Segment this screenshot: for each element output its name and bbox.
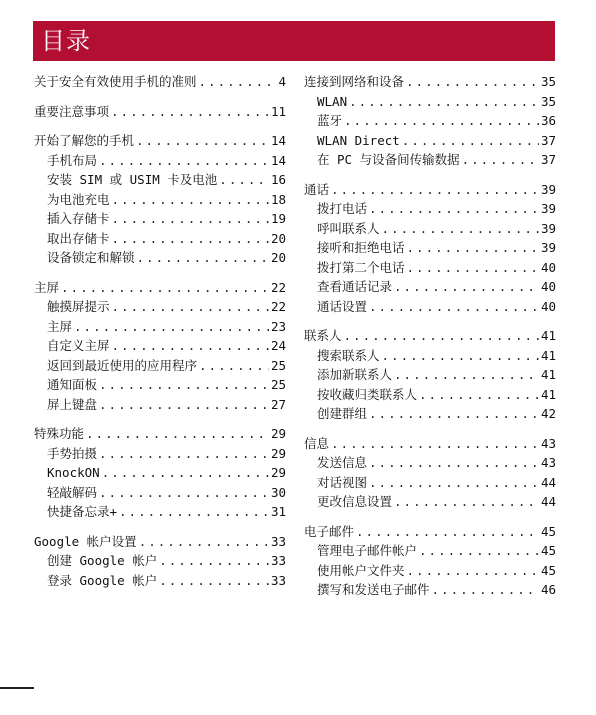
toc-page-number: 24 bbox=[270, 338, 286, 353]
toc-entry-title: 发送信息 bbox=[317, 455, 368, 470]
dot-leader bbox=[331, 180, 539, 200]
toc-page-number: 31 bbox=[270, 504, 286, 519]
toc-entry[interactable] bbox=[304, 92, 556, 112]
toc-entry-title: 重要注意事项 bbox=[34, 103, 110, 119]
toc-entry[interactable] bbox=[304, 404, 556, 424]
toc-entry-title: 通话 bbox=[304, 181, 330, 197]
toc-section bbox=[304, 434, 556, 512]
toc-page-number: 22 bbox=[270, 279, 286, 295]
toc-page-number: 22 bbox=[270, 299, 286, 314]
toc-entry[interactable] bbox=[304, 238, 556, 258]
toc-entry[interactable] bbox=[34, 444, 286, 464]
toc-entry[interactable] bbox=[304, 561, 556, 581]
toc-page-number: 20 bbox=[270, 230, 286, 246]
toc-entry-title: 主屏 bbox=[34, 279, 60, 295]
toc-entry-title: 拨打第二个电话 bbox=[317, 259, 405, 275]
toc-section-heading[interactable] bbox=[304, 180, 556, 200]
toc-entry-title: 搜索联系人 bbox=[317, 347, 380, 363]
dot-leader bbox=[139, 532, 269, 552]
dot-leader bbox=[199, 72, 270, 92]
toc-entry-title: WLAN bbox=[317, 93, 348, 109]
dot-leader bbox=[112, 336, 269, 356]
toc-entry-title: 关于安全有效使用手机的准则 bbox=[34, 74, 197, 89]
toc-section bbox=[304, 72, 556, 170]
toc-entry[interactable] bbox=[34, 502, 286, 522]
toc-entry-title: 设备锁定和解锁 bbox=[47, 250, 135, 265]
toc-entry[interactable] bbox=[34, 356, 286, 376]
toc-entry[interactable] bbox=[304, 541, 556, 561]
toc-section bbox=[304, 522, 556, 600]
dot-leader bbox=[159, 571, 269, 591]
toc-entry-title: WLAN Direct bbox=[317, 132, 400, 148]
toc-page-number: 45 bbox=[540, 543, 556, 558]
toc-entry-title: 更改信息设置 bbox=[317, 494, 393, 509]
toc-entry[interactable] bbox=[34, 395, 286, 415]
toc-page-number: 11 bbox=[270, 103, 286, 119]
toc-entry-title: 连接到网络和设备 bbox=[304, 74, 405, 89]
toc-page-number: 40 bbox=[540, 279, 556, 294]
toc-section bbox=[34, 278, 286, 415]
toc-page-number: 43 bbox=[540, 435, 556, 451]
dot-leader bbox=[112, 297, 269, 317]
toc-page-number: 39 bbox=[540, 181, 556, 197]
toc-entry[interactable] bbox=[34, 336, 286, 356]
dot-leader bbox=[331, 434, 539, 454]
dot-leader bbox=[159, 551, 269, 571]
dot-leader bbox=[402, 131, 539, 151]
dot-leader bbox=[111, 102, 269, 122]
toc-entry-title: 触摸屏提示 bbox=[47, 299, 110, 314]
toc-entry-title: 按收藏归类联系人 bbox=[317, 386, 418, 402]
dot-leader bbox=[99, 375, 269, 395]
toc-entry-title: 快捷备忘录+ bbox=[47, 504, 118, 519]
dot-leader bbox=[349, 92, 539, 112]
toc-entry[interactable] bbox=[304, 258, 556, 278]
toc-entry[interactable] bbox=[304, 219, 556, 239]
toc-entry[interactable] bbox=[304, 492, 556, 512]
toc-page-number: 40 bbox=[540, 259, 556, 275]
dot-leader bbox=[86, 424, 269, 444]
toc-entry[interactable] bbox=[34, 551, 286, 571]
toc-entry-title: Google 帐户设置 bbox=[34, 533, 137, 549]
toc-page-number: 14 bbox=[270, 133, 286, 148]
toc-page-number: 30 bbox=[270, 484, 286, 500]
toc-entry[interactable] bbox=[304, 199, 556, 219]
toc-page-number: 33 bbox=[270, 572, 286, 588]
toc-entry-title: 自定义主屏 bbox=[47, 338, 110, 353]
toc-page-number: 42 bbox=[540, 406, 556, 421]
dot-leader bbox=[394, 492, 539, 512]
toc-section-heading[interactable] bbox=[304, 326, 556, 346]
toc-section bbox=[304, 180, 556, 317]
toc-entry-title: 手势拍摄 bbox=[47, 445, 98, 461]
dot-leader bbox=[369, 473, 539, 493]
toc-section bbox=[34, 424, 286, 522]
toc-page-number: 20 bbox=[270, 250, 286, 265]
toc-entry[interactable] bbox=[304, 111, 556, 131]
toc-entry[interactable] bbox=[304, 580, 556, 600]
dot-leader bbox=[74, 317, 269, 337]
dot-leader bbox=[344, 326, 539, 346]
dot-leader bbox=[136, 131, 269, 151]
toc-page-number: 44 bbox=[540, 494, 556, 509]
toc-page-number: 39 bbox=[540, 220, 556, 236]
toc-entry-title: 呼叫联系人 bbox=[317, 220, 380, 236]
dot-leader bbox=[407, 238, 539, 258]
dot-leader bbox=[112, 209, 269, 229]
toc-entry-title: 联系人 bbox=[304, 328, 342, 343]
toc-right-column bbox=[304, 72, 556, 610]
toc-entry-title: 接听和拒绝电话 bbox=[317, 240, 405, 255]
toc-entry[interactable] bbox=[304, 473, 556, 493]
toc-page-number: 41 bbox=[540, 367, 556, 382]
toc-entry-title: 拨打电话 bbox=[317, 201, 368, 216]
toc-entry-title: 添加新联系人 bbox=[317, 367, 393, 382]
toc-entry[interactable] bbox=[304, 365, 556, 385]
toc-entry-title: 返回到最近使用的应用程序 bbox=[47, 357, 198, 373]
toc-section-heading[interactable] bbox=[34, 102, 286, 122]
dot-leader bbox=[406, 72, 539, 92]
toc-entry-title: 轻敲解码 bbox=[47, 484, 98, 500]
toc-entry-title: 信息 bbox=[304, 435, 330, 451]
toc-section bbox=[304, 326, 556, 424]
dot-leader bbox=[462, 150, 539, 170]
toc-page-number: 33 bbox=[270, 533, 286, 549]
toc-entry[interactable] bbox=[34, 297, 286, 317]
dot-leader bbox=[112, 190, 269, 210]
toc-entry-title: 蓝牙 bbox=[317, 113, 343, 128]
dot-leader bbox=[382, 219, 539, 239]
dot-leader bbox=[99, 151, 269, 171]
toc-page-number: 36 bbox=[540, 113, 556, 128]
toc-page-number: 23 bbox=[270, 318, 286, 334]
toc-entry-title: 撰写和发送电子邮件 bbox=[317, 582, 430, 597]
toc-entry[interactable] bbox=[304, 385, 556, 405]
dot-leader bbox=[382, 346, 539, 366]
toc-entry-title: 取出存储卡 bbox=[47, 230, 110, 246]
toc-section-heading[interactable] bbox=[34, 278, 286, 298]
toc-entry-title: 在 PC 与设备间传输数据 bbox=[317, 152, 460, 167]
toc-entry-title: 对话视图 bbox=[317, 474, 368, 490]
toc-entry-title: 使用帐户文件夹 bbox=[317, 562, 405, 578]
dot-leader bbox=[119, 502, 269, 522]
toc-page-number: 41 bbox=[540, 328, 556, 343]
toc-entry[interactable] bbox=[34, 571, 286, 591]
toc-page-number: 45 bbox=[540, 562, 556, 578]
toc-section-heading[interactable] bbox=[34, 131, 286, 151]
dot-leader bbox=[407, 258, 539, 278]
toc-section-heading[interactable] bbox=[304, 522, 556, 542]
dot-leader bbox=[99, 483, 269, 503]
toc-left-column bbox=[34, 72, 286, 600]
toc-page-number: 37 bbox=[540, 152, 556, 167]
toc-entry[interactable] bbox=[34, 248, 286, 268]
toc-entry-title: 为电池充电 bbox=[47, 191, 110, 207]
toc-page-number: 43 bbox=[540, 455, 556, 470]
dot-leader bbox=[61, 278, 269, 298]
page-title: 目录 bbox=[41, 27, 91, 55]
toc-section-heading[interactable] bbox=[34, 72, 286, 92]
dot-leader bbox=[394, 277, 539, 297]
toc-entry[interactable] bbox=[34, 375, 286, 395]
toc-section-heading[interactable] bbox=[304, 72, 556, 92]
toc-page-number: 46 bbox=[540, 582, 556, 597]
toc-page-number: 33 bbox=[270, 553, 286, 568]
toc-page-number: 18 bbox=[270, 191, 286, 207]
toc-entry-title: 创建群组 bbox=[317, 406, 368, 421]
dot-leader bbox=[369, 404, 539, 424]
toc-entry[interactable] bbox=[34, 483, 286, 503]
dot-leader bbox=[112, 229, 269, 249]
toc-entry[interactable] bbox=[34, 229, 286, 249]
page-edge-mark bbox=[0, 687, 34, 689]
toc-entry[interactable] bbox=[304, 277, 556, 297]
dot-leader bbox=[137, 248, 269, 268]
toc-page-number: 45 bbox=[540, 523, 556, 539]
dot-leader bbox=[432, 580, 539, 600]
toc-section bbox=[34, 102, 286, 122]
toc-entry[interactable] bbox=[304, 131, 556, 151]
toc-entry-title: 电子邮件 bbox=[304, 523, 355, 539]
dot-leader bbox=[344, 111, 539, 131]
dot-leader bbox=[419, 385, 539, 405]
dot-leader bbox=[102, 463, 269, 483]
toc-entry-title: 开始了解您的手机 bbox=[34, 133, 135, 148]
dot-leader bbox=[407, 561, 539, 581]
toc-entry-title: 屏上键盘 bbox=[47, 396, 98, 412]
toc-entry[interactable] bbox=[34, 209, 286, 229]
toc-page-number: 35 bbox=[540, 74, 556, 89]
toc-entry-title: 登录 Google 帐户 bbox=[47, 572, 158, 588]
toc-entry-title: 查看通话记录 bbox=[317, 279, 393, 294]
dot-leader bbox=[394, 365, 539, 385]
toc-page-number: 29 bbox=[270, 465, 286, 480]
dot-leader bbox=[356, 522, 539, 542]
toc-entry[interactable] bbox=[304, 346, 556, 366]
dot-leader bbox=[369, 199, 539, 219]
toc-entry[interactable] bbox=[34, 151, 286, 171]
toc-page-number: 25 bbox=[270, 357, 286, 373]
toc-section bbox=[34, 72, 286, 92]
toc-section-heading[interactable] bbox=[34, 424, 286, 444]
toc-header-bar bbox=[33, 21, 555, 61]
toc-page-number: 25 bbox=[270, 377, 286, 392]
toc-entry-title: 通话设置 bbox=[317, 298, 368, 314]
toc-entry-title: 主屏 bbox=[47, 318, 73, 334]
toc-page-number: 39 bbox=[540, 240, 556, 255]
toc-entry-title: 特殊功能 bbox=[34, 426, 85, 441]
toc-page-number: 40 bbox=[540, 298, 556, 314]
toc-page-number: 29 bbox=[270, 426, 286, 441]
toc-entry[interactable] bbox=[34, 190, 286, 210]
toc-entry-title: 手机布局 bbox=[47, 152, 98, 168]
toc-entry[interactable] bbox=[304, 453, 556, 473]
dot-leader bbox=[99, 444, 269, 464]
toc-page-number: 14 bbox=[270, 152, 286, 168]
toc-page-number: 27 bbox=[270, 396, 286, 412]
toc-entry[interactable] bbox=[304, 297, 556, 317]
toc-page-number: 39 bbox=[540, 201, 556, 216]
toc-page-number: 29 bbox=[270, 445, 286, 461]
toc-section bbox=[34, 131, 286, 268]
toc-page-number: 19 bbox=[270, 211, 286, 226]
toc-entry-title: KnockON bbox=[47, 465, 100, 480]
toc-page-number: 35 bbox=[540, 93, 556, 109]
toc-entry[interactable] bbox=[34, 463, 286, 483]
dot-leader bbox=[219, 170, 269, 190]
toc-entry[interactable] bbox=[304, 150, 556, 170]
dot-leader bbox=[369, 453, 539, 473]
toc-page-number: 41 bbox=[540, 386, 556, 402]
toc-entry-title: 通知面板 bbox=[47, 377, 98, 392]
toc-entry-title: 插入存储卡 bbox=[47, 211, 110, 226]
toc-section-heading[interactable] bbox=[34, 532, 286, 552]
toc-entry[interactable] bbox=[34, 317, 286, 337]
dot-leader bbox=[369, 297, 539, 317]
toc-page-number: 41 bbox=[540, 347, 556, 363]
toc-page-number: 37 bbox=[540, 132, 556, 148]
dot-leader bbox=[199, 356, 269, 376]
toc-entry-title: 创建 Google 帐户 bbox=[47, 553, 158, 568]
toc-section bbox=[34, 532, 286, 591]
dot-leader bbox=[419, 541, 539, 561]
toc-entry-title: 管理电子邮件帐户 bbox=[317, 543, 418, 558]
toc-page-number: 4 bbox=[278, 74, 286, 89]
toc-section-heading[interactable] bbox=[304, 434, 556, 454]
toc-page-number: 44 bbox=[540, 474, 556, 490]
dot-leader bbox=[99, 395, 269, 415]
toc-entry-title: 安装 SIM 或 USIM 卡及电池 bbox=[47, 172, 218, 187]
toc-page-number: 16 bbox=[270, 172, 286, 187]
toc-entry[interactable] bbox=[34, 170, 286, 190]
